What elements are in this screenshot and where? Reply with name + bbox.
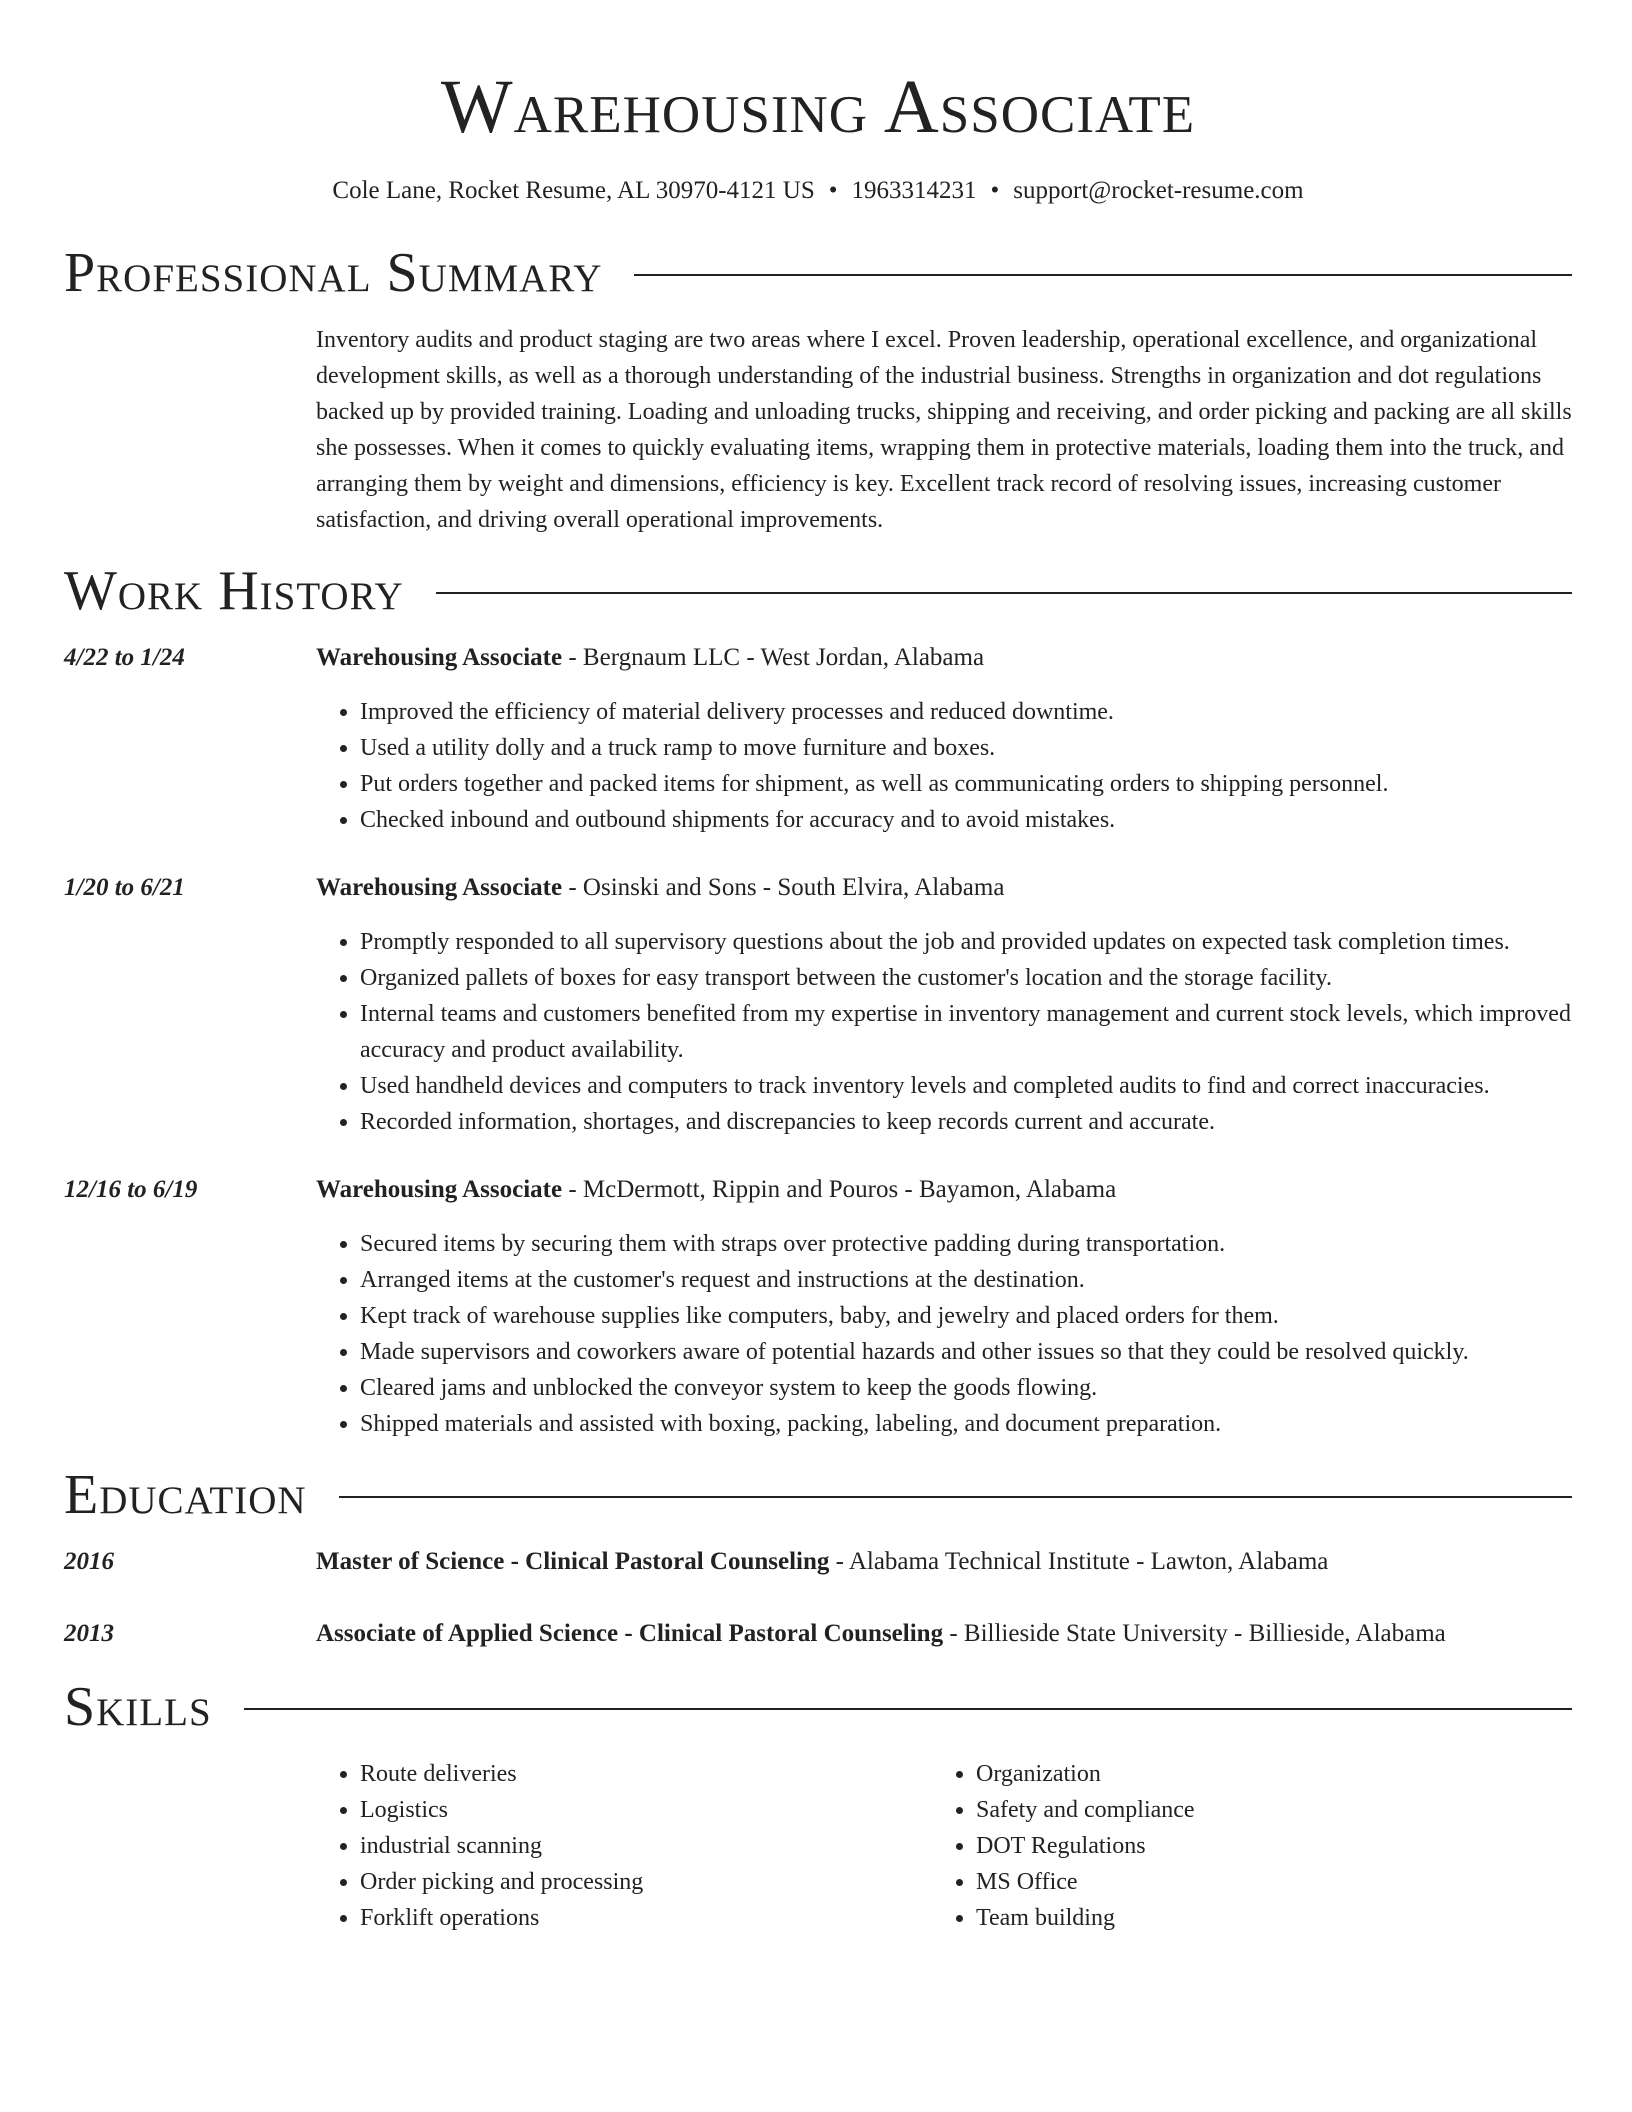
skill-item: • Safety and compliance <box>976 1792 1536 1828</box>
education-degree: Associate of Applied Science - Clinical Pastoral Counseling <box>316 1620 944 1647</box>
section-divider <box>339 1496 1572 1498</box>
job-entry <box>64 870 1572 1140</box>
skill-item: • Organization <box>976 1756 1536 1792</box>
job-role: Warehousing Associate <box>316 1176 563 1203</box>
education-degree: Master of Science - Clinical Pastoral Counseling <box>316 1548 830 1575</box>
resume-page <box>64 0 1572 1936</box>
summary-heading: Professional Summary <box>64 242 603 304</box>
job-dates: 12/16 to 6/19 <box>64 1176 198 1203</box>
job-company: - McDermott, Rippin and Pouros - Bayamon, Alabama <box>562 1176 1117 1203</box>
skill-item: • MS Office <box>976 1864 1536 1900</box>
education-year: 2016 <box>64 1548 114 1575</box>
job-duty: • Cleared jams and unblocked the conveyor system to keep the goods flowing. <box>360 1370 1572 1406</box>
job-title-line <box>316 1172 1572 1208</box>
contact-line <box>64 174 1572 208</box>
job-duty: • Used handheld devices and computers to track inventory levels and completed audits to find and correct inaccuracies. <box>360 1068 1572 1104</box>
job-dates: 1/20 to 6/21 <box>64 874 185 901</box>
job-duties-list <box>316 1226 1572 1442</box>
contact-phone: 1963314231 <box>851 177 977 204</box>
job-entry <box>64 640 1572 838</box>
education-heading: Education <box>64 1464 307 1526</box>
job-company: - Osinski and Sons - South Elvira, Alabama <box>562 874 1005 901</box>
education-year: 2013 <box>64 1620 114 1647</box>
skill-item: • Forklift operations <box>360 1900 932 1936</box>
job-dates: 4/22 to 1/24 <box>64 644 185 671</box>
job-role: Warehousing Associate <box>316 874 563 901</box>
summary-section-header <box>64 240 1572 306</box>
education-entry <box>64 1544 1572 1580</box>
job-duty: • Promptly responded to all supervisory questions about the job and provided updates on expected task completion times. <box>360 924 1572 960</box>
job-duty: • Improved the efficiency of material delivery processes and reduced downtime. <box>360 694 1572 730</box>
section-divider <box>244 1708 1572 1710</box>
work-history-section-header <box>64 558 1572 624</box>
skill-item: • DOT Regulations <box>976 1828 1536 1864</box>
job-duties-list <box>316 694 1572 838</box>
skills-heading: Skills <box>64 1676 212 1738</box>
contact-separator: • <box>990 177 1000 204</box>
education-line <box>316 1544 1572 1580</box>
job-title-line <box>316 640 1572 676</box>
job-duty: • Checked inbound and outbound shipments for accuracy and to avoid mistakes. <box>360 802 1572 838</box>
education-school: - Alabama Technical Institute - Lawton, Alabama <box>829 1548 1329 1575</box>
section-divider <box>436 592 1572 594</box>
education-line <box>316 1616 1572 1652</box>
job-duties-list <box>316 924 1572 1140</box>
job-company: - Bergnaum LLC - West Jordan, Alabama <box>562 644 985 671</box>
job-duty: • Shipped materials and assisted with boxing, packing, labeling, and document preparation. <box>360 1406 1572 1442</box>
skills-grid <box>316 1756 1572 1936</box>
job-duty: • Organized pallets of boxes for easy transport between the customer's location and the storage facility. <box>360 960 1572 996</box>
job-duty: • Kept track of warehouse supplies like computers, baby, and jewelry and placed orders for them. <box>360 1298 1572 1334</box>
job-duty: • Arranged items at the customer's request and instructions at the destination. <box>360 1262 1572 1298</box>
job-duty: • Used a utility dolly and a truck ramp to move furniture and boxes. <box>360 730 1572 766</box>
job-duty: • Made supervisors and coworkers aware of potential hazards and other issues so that they could be resolved quickly. <box>360 1334 1572 1370</box>
contact-address: Cole Lane, Rocket Resume, AL 30970-4121 US <box>332 177 815 204</box>
education-entry <box>64 1616 1572 1652</box>
job-duty: • Internal teams and customers benefited from my expertise in inventory management and current stock levels, which improved accuracy and product availability. <box>360 996 1572 1068</box>
contact-separator: • <box>828 177 838 204</box>
skill-item: • Order picking and processing <box>360 1864 932 1900</box>
education-school: - Billieside State University - Billieside, Alabama <box>943 1620 1446 1647</box>
skills-list-right <box>932 1756 1536 1936</box>
work-history-heading: Work History <box>64 560 404 622</box>
skills-list-left <box>316 1756 932 1936</box>
job-duty: • Secured items by securing them with straps over protective padding during transportation. <box>360 1226 1572 1262</box>
job-duty: • Recorded information, shortages, and discrepancies to keep records current and accurate. <box>360 1104 1572 1140</box>
job-entry <box>64 1172 1572 1442</box>
skill-item: • industrial scanning <box>360 1828 932 1864</box>
education-section-header <box>64 1462 1572 1528</box>
summary-text: Inventory audits and product staging are two areas where I excel. Proven leadership, operational excellence, and organizational development skills, as well as a thorough understanding of the industrial business. Strengths in organization and dot regulations backed up by provided training. Loading and unloading trucks, shipping and receiving, and order picking and packing are all skills she possesses. When it comes to quickly evaluating items, wrapping them in protective materials, loading them into the truck, and arranging them by weight and dimensions, efficiency is key. Excellent track record of resolving issues, increasing customer satisfaction, and driving overall operational improvements. <box>316 327 1572 533</box>
section-divider <box>634 274 1572 276</box>
job-duty: • Put orders together and packed items for shipment, as well as communicating orders to shipping personnel. <box>360 766 1572 802</box>
contact-email: support@rocket-resume.com <box>1013 177 1304 204</box>
skill-item: • Route deliveries <box>360 1756 932 1792</box>
skill-item: • Logistics <box>360 1792 932 1828</box>
skill-item: • Team building <box>976 1900 1536 1936</box>
job-role: Warehousing Associate <box>316 644 563 671</box>
resume-title: Warehousing Associate <box>440 65 1196 149</box>
job-title-line <box>316 870 1572 906</box>
skills-section-header <box>64 1674 1572 1740</box>
